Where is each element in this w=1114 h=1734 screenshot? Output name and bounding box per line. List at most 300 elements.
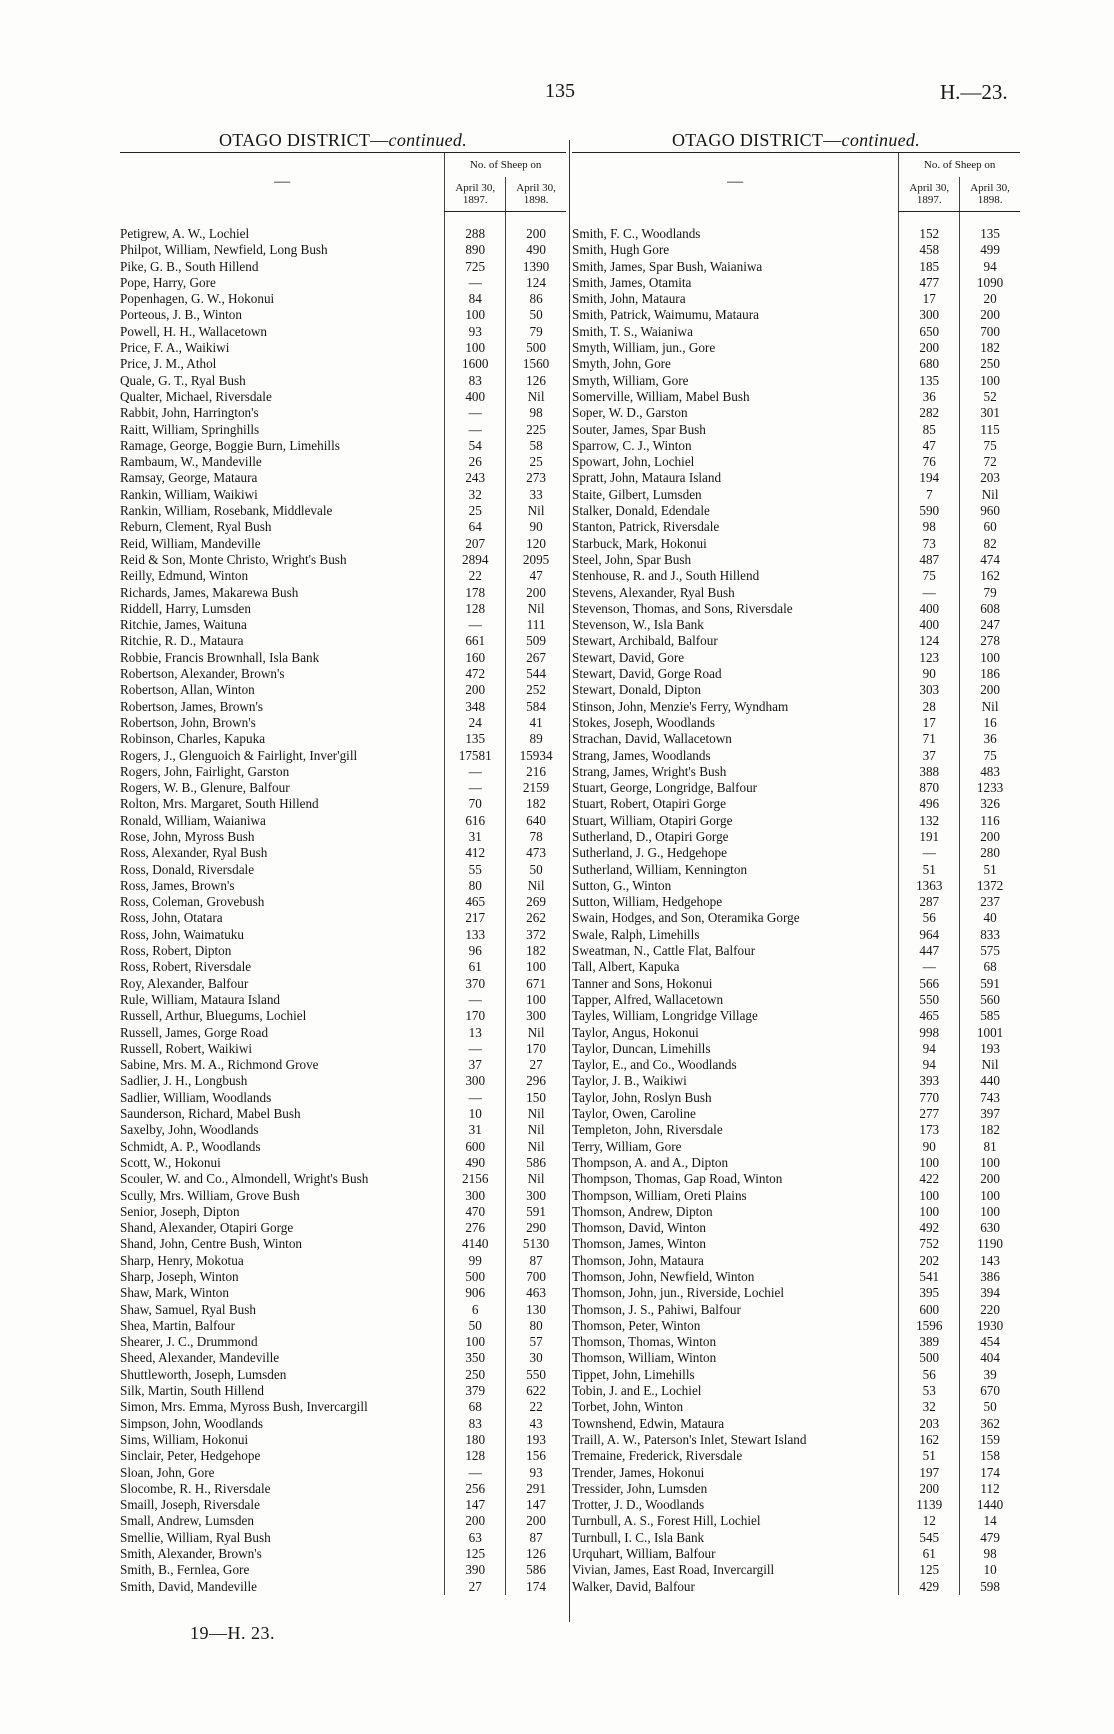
sheep-1898: 200 bbox=[960, 1171, 1020, 1187]
sheep-1898: Nil bbox=[506, 1025, 566, 1041]
sheep-1898: 237 bbox=[960, 894, 1020, 910]
sheep-1897: 10 bbox=[445, 1106, 506, 1122]
sheep-1898: 115 bbox=[960, 422, 1020, 438]
table-row bbox=[120, 1579, 566, 1595]
table-row bbox=[572, 633, 1020, 649]
sheep-1898: 247 bbox=[960, 617, 1020, 633]
owner-name: Thompson, Thomas, Gap Road, Winton bbox=[572, 1171, 783, 1187]
sheep-1898: 126 bbox=[506, 373, 566, 389]
sheep-1898: 220 bbox=[960, 1302, 1020, 1318]
sheep-1897: 83 bbox=[445, 373, 506, 389]
owner-name: Riddell, Harry, Lumsden bbox=[120, 600, 251, 616]
sheep-1898: 58 bbox=[506, 438, 566, 454]
owner-name: Traill, A. W., Paterson's Inlet, Stewart Island bbox=[572, 1431, 807, 1447]
sheep-1898: 290 bbox=[506, 1220, 566, 1236]
owner-name: Stuart, Robert, Otapiri Gorge bbox=[572, 796, 726, 812]
table-row bbox=[572, 1171, 1020, 1187]
sheep-1897: 84 bbox=[445, 291, 506, 307]
table-row bbox=[120, 699, 566, 715]
table-row bbox=[120, 1057, 566, 1073]
sheep-1897: 282 bbox=[899, 405, 960, 421]
sheep-1897: 100 bbox=[445, 340, 506, 356]
sheep-1897: — bbox=[445, 764, 506, 780]
sheep-1898: 50 bbox=[960, 1399, 1020, 1415]
table-row bbox=[120, 1399, 566, 1415]
sheep-1897: 94 bbox=[899, 1057, 960, 1073]
sheep-1898: 203 bbox=[960, 470, 1020, 486]
table-row bbox=[120, 748, 566, 764]
sheep-1898: 200 bbox=[506, 226, 566, 242]
sheep-1897: 180 bbox=[445, 1432, 506, 1448]
sheep-1897: 98 bbox=[899, 519, 960, 535]
owner-name: Popenhagen, G. W., Hokonui bbox=[120, 291, 275, 307]
sheep-1898: 126 bbox=[506, 1546, 566, 1562]
sheep-1898: 586 bbox=[506, 1562, 566, 1578]
sheep-1897: 389 bbox=[899, 1334, 960, 1350]
sheep-1897: 6 bbox=[445, 1302, 506, 1318]
sheep-1898: 225 bbox=[506, 422, 566, 438]
table-row bbox=[572, 1041, 1020, 1057]
owner-name: Sutherland, William, Kennington bbox=[572, 861, 748, 877]
sheep-1898: 150 bbox=[506, 1090, 566, 1106]
owner-name: Stenhouse, R. and J., South Hillend bbox=[572, 568, 760, 584]
sheep-1898: 454 bbox=[960, 1334, 1020, 1350]
sheep-1897: 22 bbox=[445, 568, 506, 584]
sheep-1898: 280 bbox=[960, 845, 1020, 861]
sheep-1898: 193 bbox=[506, 1432, 566, 1448]
sheep-1897: 4140 bbox=[445, 1236, 506, 1252]
owner-name: Stevenson, Thomas, and Sons, Riversdale bbox=[572, 600, 793, 616]
sheep-1897: 125 bbox=[445, 1546, 506, 1562]
sheep-1898: 630 bbox=[960, 1220, 1020, 1236]
sheep-1898: 560 bbox=[960, 992, 1020, 1008]
sheep-1897: — bbox=[445, 617, 506, 633]
sheep-1897: 94 bbox=[899, 1041, 960, 1057]
owner-name: Sims, William, Hokonui bbox=[120, 1431, 249, 1447]
owner-name: Stanton, Patrick, Riversdale bbox=[572, 519, 720, 535]
sheep-1897: 243 bbox=[445, 470, 506, 486]
sheep-1897: 1600 bbox=[445, 356, 506, 372]
sheep-1897: 370 bbox=[445, 976, 506, 992]
sheep-1898: 500 bbox=[506, 340, 566, 356]
table-row bbox=[120, 1562, 566, 1578]
sheep-1898: 27 bbox=[506, 1057, 566, 1073]
sheep-1897: 90 bbox=[899, 1139, 960, 1155]
table-row bbox=[572, 1579, 1020, 1595]
owner-name: Slocombe, R. H., Riversdale bbox=[120, 1480, 271, 1496]
owner-name: Simon, Mrs. Emma, Myross Bush, Invercargill bbox=[120, 1399, 368, 1415]
sheep-1897: 770 bbox=[899, 1090, 960, 1106]
owner-name: Rolton, Mrs. Margaret, South Hillend bbox=[120, 796, 319, 812]
table-row bbox=[120, 1188, 566, 1204]
sheep-1898: 397 bbox=[960, 1106, 1020, 1122]
left-column bbox=[120, 128, 566, 1595]
sheep-1897: 200 bbox=[445, 682, 506, 698]
table-row bbox=[120, 1530, 566, 1546]
sheep-1898: 372 bbox=[506, 927, 566, 943]
owner-name: Russell, Arthur, Bluegums, Lochiel bbox=[120, 1008, 307, 1024]
table-row bbox=[120, 291, 566, 307]
owner-name: Shaw, Mark, Winton bbox=[120, 1285, 229, 1301]
sheep-1898: 130 bbox=[506, 1302, 566, 1318]
sheep-1897: 51 bbox=[899, 1448, 960, 1464]
sheep-1897: 162 bbox=[899, 1432, 960, 1448]
sheep-1898: 499 bbox=[960, 242, 1020, 258]
sheep-1898: 700 bbox=[506, 1269, 566, 1285]
sheep-1898: 79 bbox=[960, 585, 1020, 601]
sheep-1897: 400 bbox=[899, 601, 960, 617]
sheep-1897: 600 bbox=[899, 1302, 960, 1318]
sheep-1898: 960 bbox=[960, 503, 1020, 519]
sheep-1898: 252 bbox=[506, 682, 566, 698]
sheep-1897: 71 bbox=[899, 731, 960, 747]
sheep-1898: 39 bbox=[960, 1367, 1020, 1383]
sheep-1898: 94 bbox=[960, 259, 1020, 275]
owner-name: Thomson, William, Winton bbox=[572, 1350, 717, 1366]
sheep-1898: 82 bbox=[960, 536, 1020, 552]
april-1897-header: April 30, 1897. bbox=[899, 177, 960, 212]
owner-name: Smith, F. C., Woodlands bbox=[572, 226, 701, 241]
table-row bbox=[120, 307, 566, 323]
sheep-1897: 80 bbox=[445, 878, 506, 894]
table-row bbox=[120, 1155, 566, 1171]
sheep-1897: 998 bbox=[899, 1025, 960, 1041]
sheep-1898: 81 bbox=[960, 1139, 1020, 1155]
table-row bbox=[120, 796, 566, 812]
table-row bbox=[572, 259, 1020, 275]
owner-name: Ross, Robert, Riversdale bbox=[120, 959, 252, 975]
table-row bbox=[120, 731, 566, 747]
table-row bbox=[120, 1318, 566, 1334]
owner-name: Soper, W. D., Garston bbox=[572, 405, 688, 421]
sheep-1897: 2894 bbox=[445, 552, 506, 568]
owner-name: Price, J. M., Athol bbox=[120, 356, 217, 372]
table-row bbox=[120, 1416, 566, 1432]
table-row bbox=[572, 617, 1020, 633]
owner-name: Scouler, W. and Co., Almondell, Wright's Bush bbox=[120, 1171, 369, 1187]
sheep-1898: 182 bbox=[960, 340, 1020, 356]
sheep-1897: — bbox=[899, 845, 960, 861]
owner-name: Thompson, A. and A., Dipton bbox=[572, 1154, 729, 1170]
owner-name: Somerville, William, Mabel Bush bbox=[572, 388, 750, 404]
owner-name: Sutton, William, Hedgehope bbox=[572, 894, 723, 910]
owner-name: Reid, William, Mandeville bbox=[120, 535, 261, 551]
table-row bbox=[120, 650, 566, 666]
sheep-1897: 17581 bbox=[445, 748, 506, 764]
owner-name: Smellie, William, Ryal Bush bbox=[120, 1529, 271, 1545]
sheep-1898: 72 bbox=[960, 454, 1020, 470]
table-row bbox=[120, 813, 566, 829]
table-row bbox=[572, 487, 1020, 503]
table-row bbox=[120, 1285, 566, 1301]
sheep-1898: 671 bbox=[506, 976, 566, 992]
table-row bbox=[572, 470, 1020, 486]
sheep-1898: 544 bbox=[506, 666, 566, 682]
owner-name: Strachan, David, Wallacetown bbox=[572, 731, 732, 747]
table-row bbox=[572, 1106, 1020, 1122]
sheep-1898: 291 bbox=[506, 1481, 566, 1497]
table-row bbox=[572, 780, 1020, 796]
owner-name: Stalker, Donald, Edendale bbox=[572, 503, 710, 519]
sheep-1897: — bbox=[445, 780, 506, 796]
april-1898-header: April 30, 1898. bbox=[506, 177, 566, 212]
sheep-1897: — bbox=[899, 959, 960, 975]
sheep-1897: 61 bbox=[445, 959, 506, 975]
sheep-1898: 216 bbox=[506, 764, 566, 780]
sheep-1897: — bbox=[445, 1465, 506, 1481]
table-row bbox=[572, 226, 1020, 242]
owner-name: Scully, Mrs. William, Grove Bush bbox=[120, 1187, 300, 1203]
table-row bbox=[120, 568, 566, 584]
sheep-1898: 100 bbox=[506, 959, 566, 975]
owner-name: Taylor, Owen, Caroline bbox=[572, 1106, 696, 1122]
sheep-1897: 100 bbox=[899, 1155, 960, 1171]
left-table-body bbox=[120, 226, 566, 1595]
table-row bbox=[120, 1122, 566, 1138]
sheep-1897: 25 bbox=[445, 503, 506, 519]
owner-name: Quale, G. T., Ryal Bush bbox=[120, 372, 246, 388]
table-row bbox=[120, 324, 566, 340]
owner-name: Swale, Ralph, Limehills bbox=[572, 926, 700, 942]
table-row bbox=[572, 1090, 1020, 1106]
sheep-1898: 90 bbox=[506, 519, 566, 535]
sheep-1898: 622 bbox=[506, 1383, 566, 1399]
table-row bbox=[572, 585, 1020, 601]
table-row bbox=[120, 585, 566, 601]
table-row bbox=[120, 878, 566, 894]
table-row bbox=[572, 552, 1020, 568]
sheep-1897: 99 bbox=[445, 1253, 506, 1269]
owner-name: Stokes, Joseph, Woodlands bbox=[572, 714, 716, 730]
sheep-1897: 135 bbox=[445, 731, 506, 747]
sheep-1897: 17 bbox=[899, 291, 960, 307]
table-row bbox=[120, 470, 566, 486]
owner-name: Thomson, J. S., Pahiwi, Balfour bbox=[572, 1301, 741, 1317]
owner-name: Simpson, John, Woodlands bbox=[120, 1415, 264, 1431]
sheep-1897: 412 bbox=[445, 845, 506, 861]
owner-name: Templeton, John, Riversdale bbox=[572, 1122, 723, 1138]
owner-name: Shand, John, Centre Bush, Winton bbox=[120, 1236, 303, 1252]
sheep-1897: 90 bbox=[899, 666, 960, 682]
owner-name: Qualter, Michael, Riversdale bbox=[120, 388, 272, 404]
owner-name: Taylor, Duncan, Limehills bbox=[572, 1040, 711, 1056]
sheep-1898: 1190 bbox=[960, 1236, 1020, 1252]
sheep-1898: 474 bbox=[960, 552, 1020, 568]
table-row bbox=[120, 1481, 566, 1497]
sheep-1898: 440 bbox=[960, 1073, 1020, 1089]
owner-name: Sheed, Alexander, Mandeville bbox=[120, 1350, 280, 1366]
sheep-1897: — bbox=[445, 992, 506, 1008]
owner-name: Thomson, John, Newfield, Winton bbox=[572, 1269, 755, 1284]
sheep-1897: 490 bbox=[445, 1155, 506, 1171]
owner-name: Tremaine, Frederick, Riversdale bbox=[572, 1448, 743, 1464]
sheep-1898: 25 bbox=[506, 454, 566, 470]
owner-name: Tippet, John, Limehills bbox=[572, 1366, 695, 1382]
owner-name: Sparrow, C. J., Winton bbox=[572, 437, 692, 453]
sheep-1897: 128 bbox=[445, 601, 506, 617]
sheep-1898: 50 bbox=[506, 307, 566, 323]
owner-name: Sabine, Mrs. M. A., Richmond Grove bbox=[120, 1057, 319, 1073]
sheep-1898: 586 bbox=[506, 1155, 566, 1171]
sheep-1897: 124 bbox=[899, 633, 960, 649]
owner-name: Robertson, Allan, Winton bbox=[120, 682, 255, 698]
table-row bbox=[572, 894, 1020, 910]
table-row bbox=[120, 633, 566, 649]
sheep-1897: 348 bbox=[445, 699, 506, 715]
owner-name: Ross, John, Waimatuku bbox=[120, 926, 244, 942]
sheep-1898: 250 bbox=[960, 356, 1020, 372]
right-column-title: OTAGO DISTRICT—continued. bbox=[671, 130, 921, 150]
owner-name: Schmidt, A. P., Woodlands bbox=[120, 1138, 261, 1154]
table-row bbox=[572, 307, 1020, 323]
owner-name: Reilly, Edmund, Winton bbox=[120, 568, 249, 584]
owner-name: Ritchie, R. D., Mataura bbox=[120, 633, 244, 649]
sheep-1897: 160 bbox=[445, 650, 506, 666]
sheep-1898: 585 bbox=[960, 1008, 1020, 1024]
table-row bbox=[572, 1285, 1020, 1301]
owner-name: Thomson, Andrew, Dipton bbox=[572, 1203, 713, 1219]
owner-name: Smith, Patrick, Waimumu, Mataura bbox=[572, 307, 759, 323]
owner-name: Tressider, John, Lumsden bbox=[572, 1480, 708, 1496]
sheep-1897: 1139 bbox=[899, 1497, 960, 1513]
sheep-1897: 276 bbox=[445, 1220, 506, 1236]
table-row bbox=[572, 1448, 1020, 1464]
table-row bbox=[120, 1041, 566, 1057]
sheep-1897: 28 bbox=[899, 699, 960, 715]
sheep-1898: 5130 bbox=[506, 1236, 566, 1252]
april-1898-header: April 30, 1898. bbox=[960, 177, 1020, 212]
sheep-1898: 200 bbox=[960, 829, 1020, 845]
sheep-1898: 1390 bbox=[506, 259, 566, 275]
owner-name: Spowart, John, Lochiel bbox=[572, 454, 695, 470]
table-row bbox=[120, 405, 566, 421]
sheep-1897: 752 bbox=[899, 1236, 960, 1252]
sheep-1897: 125 bbox=[899, 1562, 960, 1578]
sheep-1898: Nil bbox=[506, 503, 566, 519]
sheep-1898: Nil bbox=[960, 699, 1020, 715]
table-row bbox=[572, 829, 1020, 845]
owner-name: Ritchie, James, Waituna bbox=[120, 617, 247, 633]
sheep-1898: 50 bbox=[506, 862, 566, 878]
table-row bbox=[572, 536, 1020, 552]
table-row bbox=[572, 910, 1020, 926]
table-row bbox=[572, 1139, 1020, 1155]
sheep-1898: 15934 bbox=[506, 748, 566, 764]
table-row bbox=[120, 1073, 566, 1089]
owner-name: Ross, Coleman, Grovebush bbox=[120, 894, 265, 910]
sheep-1897: 964 bbox=[899, 927, 960, 943]
sheep-1898: 193 bbox=[960, 1041, 1020, 1057]
sheep-1898: 43 bbox=[506, 1416, 566, 1432]
sheep-1897: 31 bbox=[445, 829, 506, 845]
owner-name: Sutherland, J. G., Hedgehope bbox=[572, 845, 727, 861]
sheep-1898: 78 bbox=[506, 829, 566, 845]
owner-name: Stinson, John, Menzie's Ferry, Wyndham bbox=[572, 698, 789, 714]
right-column bbox=[572, 128, 1020, 1595]
owner-name: Rambaum, W., Mandeville bbox=[120, 454, 262, 470]
table-row bbox=[120, 389, 566, 405]
owner-name: Ross, James, Brown's bbox=[120, 877, 235, 893]
sheep-1897: 566 bbox=[899, 976, 960, 992]
sheep-1897: 96 bbox=[445, 943, 506, 959]
owner-name: Thomson, John, Mataura bbox=[572, 1252, 704, 1268]
owner-name: Swain, Hodges, and Son, Oteramika Gorge bbox=[572, 910, 800, 926]
table-row bbox=[120, 976, 566, 992]
owner-name: Smith, Hugh Gore bbox=[572, 242, 670, 258]
owner-name: Rogers, W. B., Glenure, Balfour bbox=[120, 780, 290, 796]
owner-name: Senior, Joseph, Dipton bbox=[120, 1203, 240, 1219]
sheep-1897: 2156 bbox=[445, 1171, 506, 1187]
page-header bbox=[0, 80, 1114, 110]
table-row bbox=[120, 992, 566, 1008]
left-column-title: OTAGO DISTRICT—continued. bbox=[218, 130, 468, 150]
sheep-1897: 56 bbox=[899, 910, 960, 926]
table-row bbox=[120, 1236, 566, 1252]
owner-name: Rogers, John, Fairlight, Garston bbox=[120, 763, 290, 779]
sheep-1897: 70 bbox=[445, 796, 506, 812]
sheep-1897: 75 bbox=[899, 568, 960, 584]
sheep-1897: 135 bbox=[899, 373, 960, 389]
table-row bbox=[120, 1350, 566, 1366]
table-row bbox=[120, 340, 566, 356]
sheep-1897: 26 bbox=[445, 454, 506, 470]
owner-name: Sutton, G., Winton bbox=[572, 877, 672, 893]
sheep-1897: 152 bbox=[899, 226, 960, 242]
table-row bbox=[572, 959, 1020, 975]
table-row bbox=[120, 1383, 566, 1399]
owner-name: Thomson, David, Winton bbox=[572, 1220, 707, 1236]
owner-name: Tall, Albert, Kapuka bbox=[572, 959, 680, 975]
sheep-1898: 156 bbox=[506, 1448, 566, 1464]
owner-name: Stevenson, W., Isla Bank bbox=[572, 617, 704, 633]
sheep-1897: 178 bbox=[445, 585, 506, 601]
owner-name: Rogers, J., Glenguoich & Fairlight, Inver'gill bbox=[120, 747, 358, 763]
owner-name: Shuttleworth, Joseph, Lumsden bbox=[120, 1366, 287, 1382]
right-table-body bbox=[572, 226, 1020, 1595]
sheep-1897: 51 bbox=[899, 862, 960, 878]
sheep-1898: 2159 bbox=[506, 780, 566, 796]
table-row bbox=[572, 242, 1020, 258]
owner-name: Ross, Alexander, Ryal Bush bbox=[120, 845, 268, 861]
table-row bbox=[572, 976, 1020, 992]
table-row bbox=[572, 1073, 1020, 1089]
sheep-1897: 7 bbox=[899, 487, 960, 503]
sheep-1898: 200 bbox=[506, 1513, 566, 1529]
owner-name: Richards, James, Makarewa Bush bbox=[120, 584, 299, 600]
owner-name: Smaill, Joseph, Riversdale bbox=[120, 1497, 260, 1513]
table-row bbox=[572, 291, 1020, 307]
owner-name: Saxelby, John, Woodlands bbox=[120, 1122, 259, 1138]
sheep-1898: 147 bbox=[506, 1497, 566, 1513]
table-row bbox=[120, 1171, 566, 1187]
owner-name: Urquhart, William, Balfour bbox=[572, 1546, 716, 1562]
table-row bbox=[120, 829, 566, 845]
sheep-1898: 670 bbox=[960, 1383, 1020, 1399]
sheep-1898: Nil bbox=[506, 1106, 566, 1122]
owner-name: Smyth, John, Gore bbox=[572, 356, 671, 372]
table-row bbox=[120, 1513, 566, 1529]
owner-name: Porteous, J. B., Winton bbox=[120, 307, 242, 323]
owner-name: Petigrew, A. W., Lochiel bbox=[120, 226, 250, 241]
table-row bbox=[120, 1090, 566, 1106]
sheep-1898: 300 bbox=[506, 1008, 566, 1024]
sheep-1897: 73 bbox=[899, 536, 960, 552]
sheep-1897: 541 bbox=[899, 1269, 960, 1285]
sheep-1897: 83 bbox=[445, 1416, 506, 1432]
sheep-1898: 269 bbox=[506, 894, 566, 910]
owner-name: Rose, John, Myross Bush bbox=[120, 828, 255, 844]
table-row bbox=[572, 682, 1020, 698]
